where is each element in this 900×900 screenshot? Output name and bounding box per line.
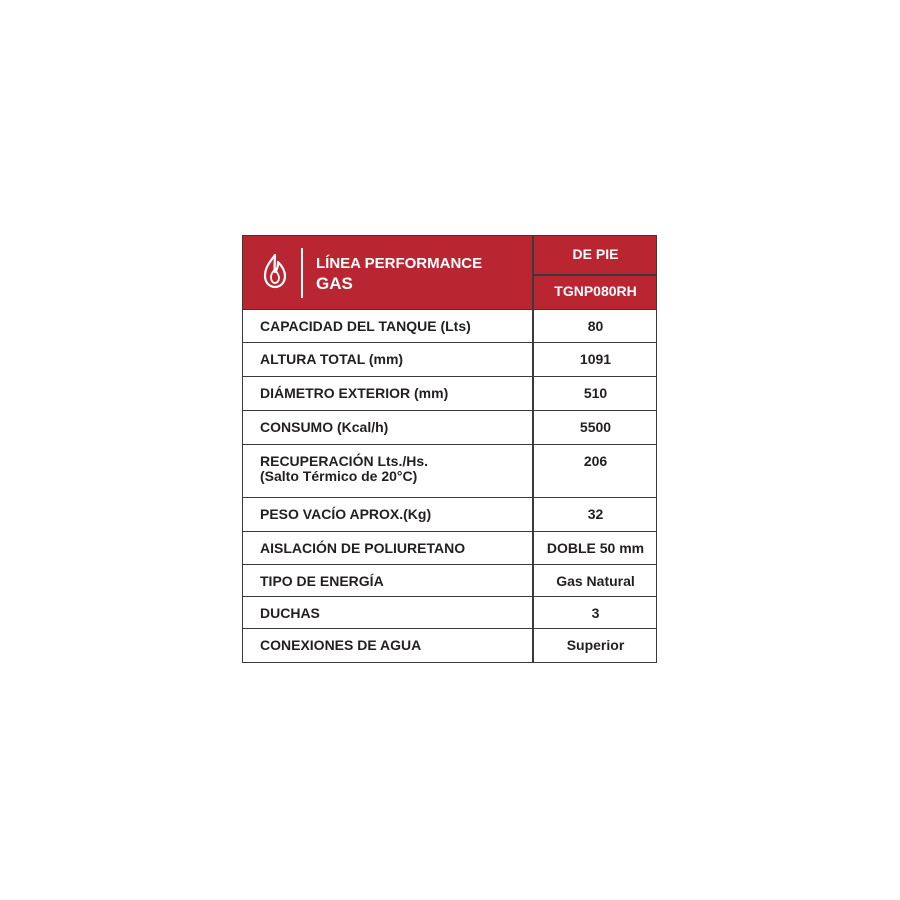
column-divider (532, 236, 534, 662)
spec-label (260, 319, 471, 334)
table-row (243, 597, 656, 629)
spec-value: 5500 (579, 419, 612, 435)
spec-value: 206 (583, 453, 608, 469)
model-code-label: TGNP080RH (554, 283, 637, 299)
header-cell-divider (533, 274, 657, 276)
table-row (243, 377, 656, 411)
spec-label (260, 420, 388, 435)
spec-label-text: CAPACIDAD DEL TANQUE (Lts) (260, 318, 471, 334)
spec-value: Superior (566, 637, 625, 653)
fuel-type-title: GAS (316, 274, 353, 293)
spec-label-text: DIÁMETRO EXTERIOR (mm) (260, 385, 449, 401)
spec-label (260, 638, 421, 653)
spec-label (260, 541, 465, 556)
flame-icon (262, 253, 288, 289)
spec-label-text: TIPO DE ENERGÍA (260, 573, 384, 589)
table-row (243, 411, 656, 445)
spec-table (242, 235, 657, 663)
spec-value: Gas Natural (556, 573, 635, 589)
table-header (243, 236, 656, 310)
spec-value: 3 (591, 605, 600, 621)
spec-label (260, 574, 384, 589)
spec-label (260, 454, 428, 484)
product-line-title: LÍNEA PERFORMANCE (316, 255, 483, 272)
table-row (243, 343, 656, 377)
spec-value: 1091 (579, 351, 612, 367)
spec-label (260, 386, 448, 401)
spec-value: DOBLE 50 mm (546, 540, 645, 556)
spec-label-text: DUCHAS (260, 605, 320, 621)
spec-label-text: ALTURA TOTAL (mm) (260, 351, 404, 367)
table-row (243, 310, 656, 343)
spec-label (260, 606, 320, 621)
header-divider (301, 248, 303, 298)
table-row (243, 565, 656, 597)
table-row (243, 629, 656, 662)
spec-value: 510 (583, 385, 608, 401)
table-row (243, 532, 656, 565)
spec-sublabel-text: (Salto Térmico de 20°C) (260, 468, 418, 484)
spec-label-text: CONSUMO (Kcal/h) (260, 419, 389, 435)
spec-value: 80 (587, 318, 604, 334)
spec-label-text: AISLACIÓN DE POLIURETANO (260, 540, 466, 556)
spec-label-text: RECUPERACIÓN Lts./Hs. (260, 453, 429, 469)
spec-value: 32 (587, 506, 604, 522)
spec-label-text: CONEXIONES DE AGUA (260, 637, 422, 653)
table-row (243, 498, 656, 532)
spec-label-text: PESO VACÍO APROX.(Kg) (260, 506, 432, 522)
spec-label (260, 507, 431, 522)
spec-label (260, 352, 403, 367)
table-row (243, 445, 656, 498)
installation-type-label: DE PIE (572, 246, 619, 262)
